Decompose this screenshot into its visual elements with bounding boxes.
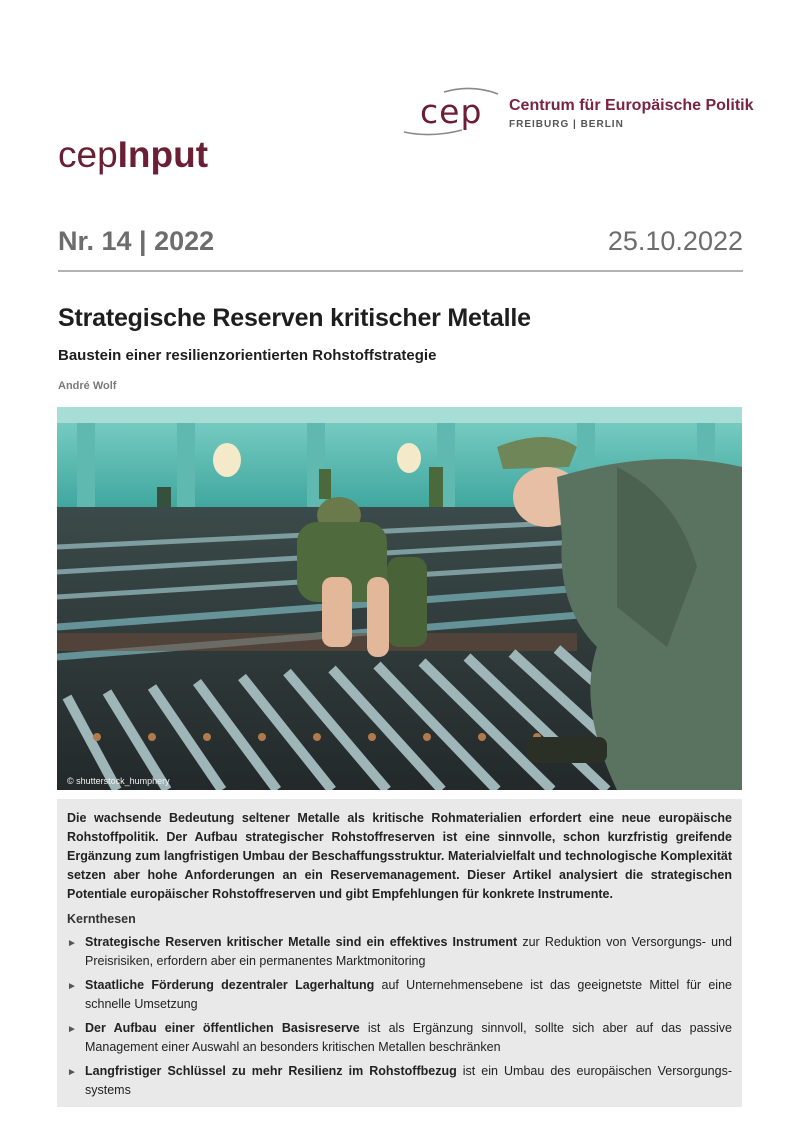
thesis-item xyxy=(67,976,732,1014)
cover-photo-illustration xyxy=(57,407,742,790)
thesis-item xyxy=(67,1062,732,1100)
logo-name: Centrum für Europäische Politik xyxy=(509,97,754,114)
issue-number: Nr. 14 | 2022 xyxy=(58,226,215,256)
logo-cities: FREIBURG | BERLIN xyxy=(509,119,624,130)
article-subtitle: Baustein einer resilienzorientierten Rohstoffstrategie xyxy=(58,347,437,364)
arrow-right-icon: ► xyxy=(67,981,77,992)
thesis-item xyxy=(67,933,732,971)
thesis-bold: Staatliche Förderung dezentraler Lagerhaltung xyxy=(85,978,375,992)
summary-box xyxy=(57,799,742,1107)
series-bold: Input xyxy=(117,134,209,175)
thesis-text: zur Reduktion von Versorgungs- und Preisrisiken, erfordern aber ein permanentes Marktmonitoring xyxy=(85,935,732,968)
publication-date: 25.10.2022 xyxy=(607,226,743,256)
summary-lead: Die wachsende Bedeutung seltener Metalle als kritische Rohmaterialien erfordert eine neue europäische Rohstoffpolitik. Der Aufbau strategischer Rohstoffreserven ist eine sinnvolle, schon kurzfristig greifende Ergänzung zum langfristigen Umbau der Beschaffungsstruktur. Materialvielfalt und technologische Komplexität setzen aber hohe Anforderungen an ein Reservemanagement. Dieser Artikel analysiert die strategischen Potentiale europäischer Rohstoffreserven und gibt Empfehlungen für konkrete Instrumente. xyxy=(67,811,732,901)
header-divider xyxy=(58,270,743,272)
arrow-right-icon: ► xyxy=(67,1067,77,1078)
thesis-item xyxy=(67,1019,732,1057)
article-title: Strategische Reserven kritischer Metalle xyxy=(58,304,531,332)
series-brand xyxy=(58,134,208,176)
thesis-text: auf Unternehmensebene ist das geeignetste Mittel für eine schnelle Umsetzung xyxy=(85,978,732,1011)
photo-credit: © shutterstock_humphery xyxy=(67,776,170,786)
article-author: André Wolf xyxy=(58,380,117,392)
thesis-bold: Strategische Reserven kritischer Metalle sind ein effektives Instrument xyxy=(85,935,518,949)
logo-mark: cep xyxy=(420,92,483,131)
cover-photo xyxy=(57,407,742,790)
thesis-bold: Langfristiger Schlüssel zu mehr Resilienz im Rohstoffbezug xyxy=(85,1064,457,1078)
theses-list xyxy=(67,933,732,1100)
cep-logo xyxy=(402,86,752,142)
theses-heading: Kernthesen xyxy=(67,912,136,926)
thesis-bold: Der Aufbau einer öffentlichen Basisreserve xyxy=(85,1021,360,1035)
thesis-text: ist ein Umbau des europäischen Versorgungs-systems xyxy=(85,1064,732,1097)
arrow-right-icon: ► xyxy=(67,938,77,949)
series-light: cep xyxy=(58,134,118,175)
thesis-text: ist als Ergänzung sinnvoll, sollte sich aber auf das passive Management einer Auswahl an besonders kritischen Metallen beschränken xyxy=(85,1021,732,1054)
arrow-right-icon: ► xyxy=(67,1024,77,1035)
